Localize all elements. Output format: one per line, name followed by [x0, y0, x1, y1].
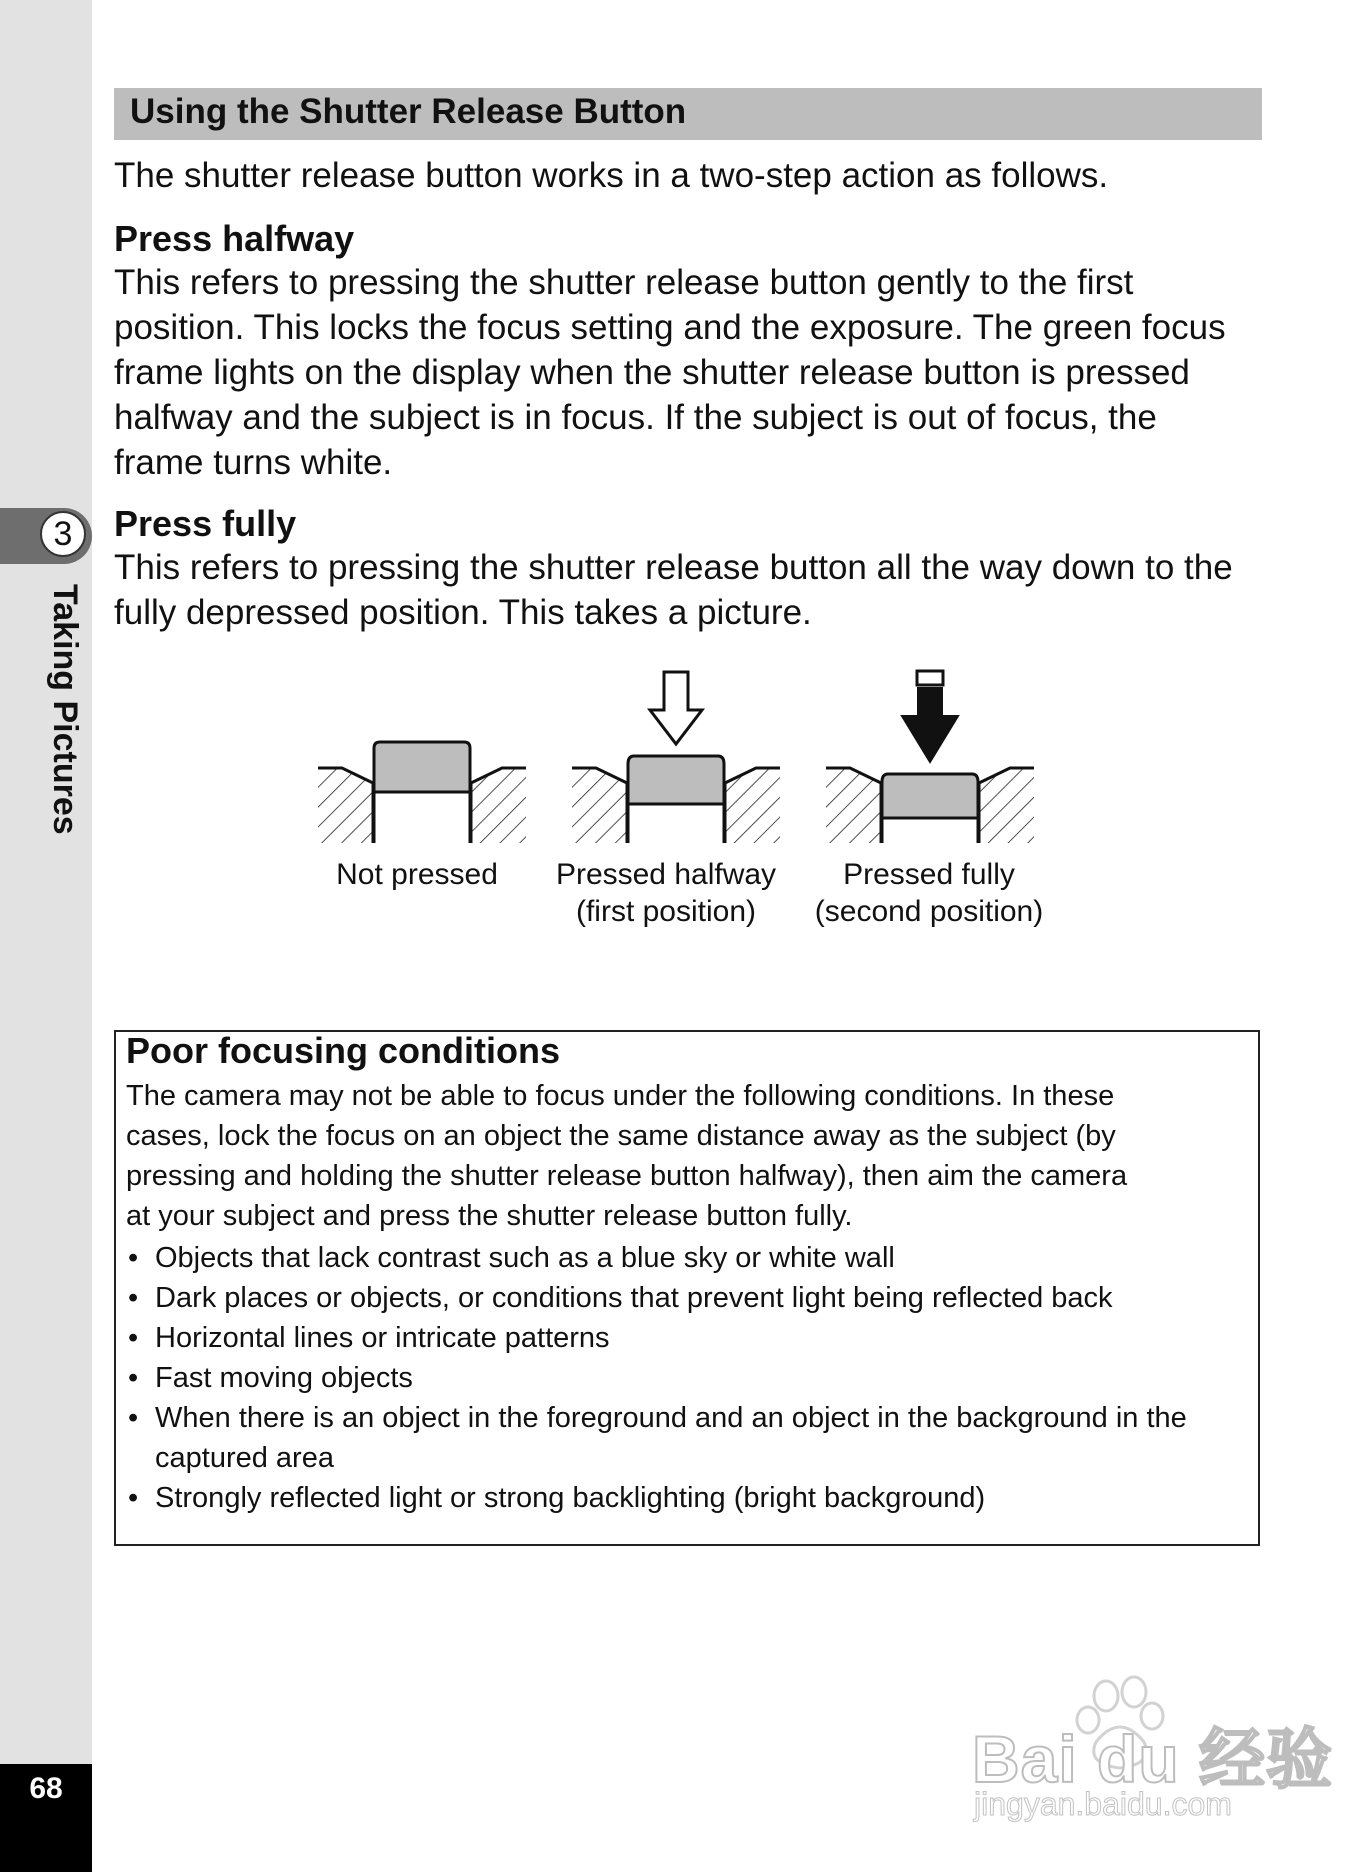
text-line: This refers to pressing the shutter release button gently to the first: [114, 263, 1134, 302]
caption-pressed-halfway: [541, 856, 791, 930]
page-number: 68: [29, 1772, 63, 1805]
caption-pressed-fully: [804, 856, 1054, 930]
watermark-url: jingyan.baidu.com: [974, 1786, 1232, 1822]
text-line: frame turns white.: [114, 443, 393, 482]
list-item: • Dark places or objects, or conditions that prevent light being reflected back: [126, 1278, 1256, 1318]
outline-arrow-icon: [650, 672, 702, 744]
note-title: Poor focusing conditions: [126, 1030, 560, 1071]
chapter-number-badge: 3: [40, 511, 86, 557]
chapter-title: Taking Pictures: [46, 584, 84, 835]
not-pressed-illustration: [318, 742, 526, 843]
pressed-fully-illustration: [826, 671, 1034, 843]
caption-not-pressed: [292, 856, 542, 893]
text-line: position. This locks the focus setting and the exposure. The green focus: [114, 308, 1226, 347]
caption-line: Pressed fully: [843, 858, 1015, 891]
solid-arrow-icon: [902, 688, 958, 762]
text-line: at your subject and press the shutter release button fully.: [126, 1200, 853, 1232]
text-line: fully depressed position. This takes a picture.: [114, 593, 812, 632]
text-line: cases, lock the focus on an object the same distance away as the subject (by: [126, 1120, 1116, 1152]
watermark-brand: Bai du 经验: [972, 1722, 1334, 1796]
stop-bracket-icon: [917, 671, 943, 685]
caption-line: (second position): [814, 895, 1044, 928]
list-item: • Horizontal lines or intricate patterns: [126, 1318, 1256, 1358]
text-line: pressing and holding the shutter release button halfway), then aim the camera: [126, 1160, 1128, 1192]
list-item: • When there is an object in the foreground and an object in the background in the captured area: [126, 1398, 1256, 1478]
chapter-sidebar: [0, 0, 92, 1872]
press-halfway-paragraph: [114, 260, 1264, 485]
caption-line: Pressed halfway: [555, 858, 777, 891]
text-line: halfway and the subject is in focus. If the subject is out of focus, the: [114, 398, 1157, 437]
caption-line: (first position): [575, 895, 757, 928]
pressed-halfway-illustration: [572, 672, 780, 843]
caption-line: Not pressed: [336, 858, 498, 891]
note-paragraph: [126, 1076, 1256, 1236]
list-item: • Strongly reflected light or strong backlighting (bright background): [126, 1478, 1256, 1518]
press-fully-paragraph: [114, 545, 1264, 635]
press-fully-heading: Press fully: [114, 503, 297, 544]
focus-conditions-list: [126, 1238, 1256, 1518]
text-line: frame lights on the display when the shutter release button is pressed: [114, 353, 1190, 392]
press-halfway-heading: Press halfway: [114, 218, 355, 259]
text-line: This refers to pressing the shutter release button all the way down to the: [114, 548, 1233, 587]
list-item: • Objects that lack contrast such as a blue sky or white wall: [126, 1238, 1256, 1278]
list-item: • Fast moving objects: [126, 1358, 1256, 1398]
section-title: Using the Shutter Release Button: [130, 92, 687, 131]
text-line: The camera may not be able to focus under the following conditions. In these: [126, 1080, 1115, 1112]
intro-paragraph: The shutter release button works in a two-step action as follows.: [114, 156, 1109, 195]
shutter-button-diagram: [318, 668, 1058, 858]
